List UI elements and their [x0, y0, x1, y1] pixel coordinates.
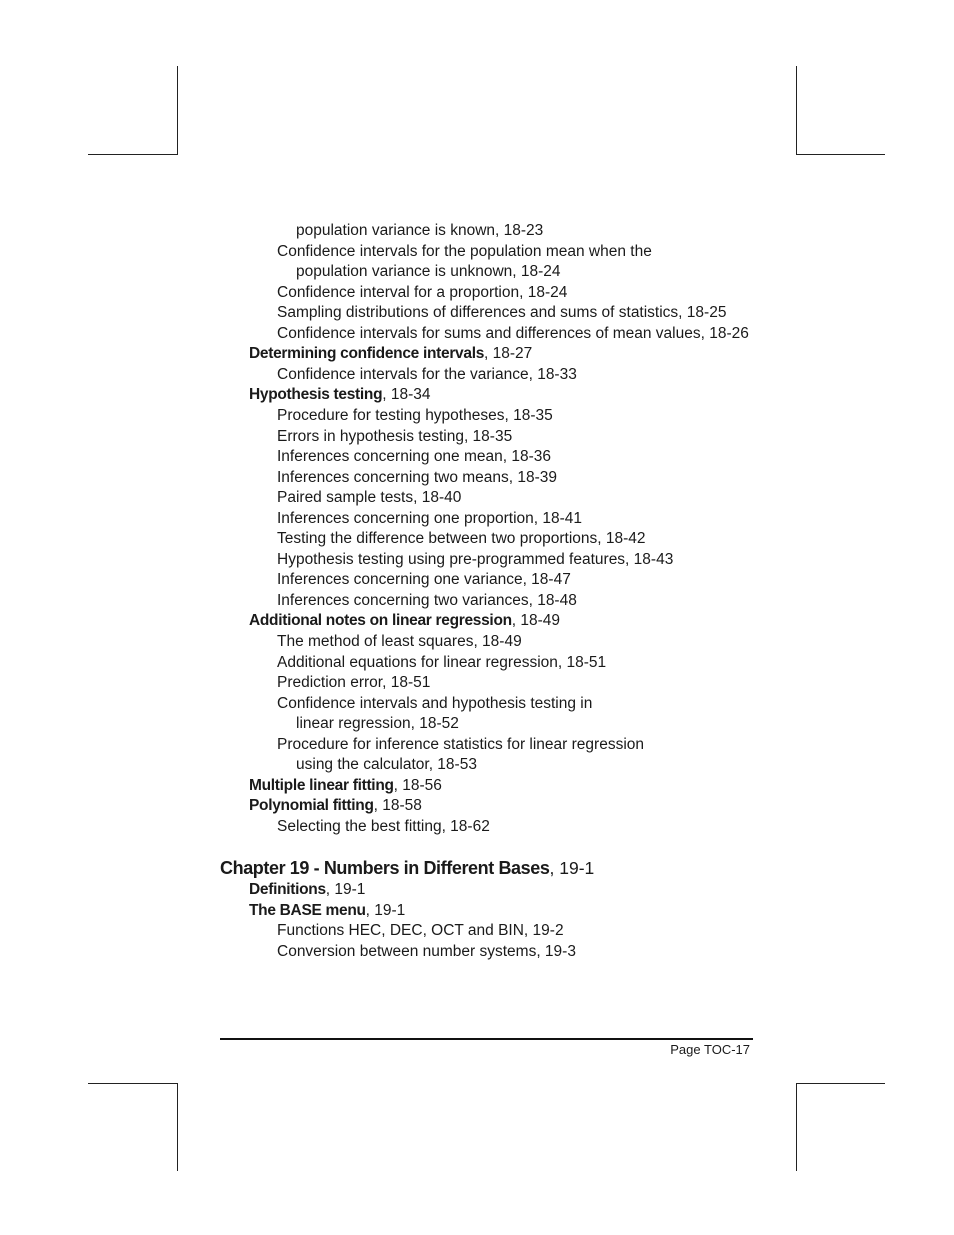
toc-entry	[277, 591, 577, 611]
toc-entry	[277, 324, 749, 344]
toc-entry-text: Selecting the best fitting, 18-62	[277, 817, 490, 835]
toc-entry-title: Determining confidence intervals	[249, 345, 485, 363]
toc-entry-text: , 18-27	[484, 345, 533, 363]
crop-mark-top-right-horizontal	[796, 154, 885, 155]
toc-entry-text: Paired sample tests, 18-40	[277, 489, 462, 507]
toc-entry	[277, 447, 551, 467]
toc-entry-title: Hypothesis testing	[249, 386, 383, 404]
toc-entry	[277, 468, 557, 488]
toc-entry-text: population variance is unknown, 18-24	[296, 263, 561, 281]
toc-entry	[277, 942, 576, 962]
toc-entry	[277, 550, 673, 570]
toc-entry-text: Additional equations for linear regression, 18-51	[277, 653, 607, 671]
toc-entry	[296, 755, 477, 775]
toc-entry	[249, 385, 431, 405]
toc-entry	[277, 673, 430, 693]
toc-entry	[296, 714, 459, 734]
toc-entry-text: Confidence intervals for the population mean when the	[277, 242, 652, 260]
toc-entry-text: Procedure for inference statistics for linear regression	[277, 735, 644, 753]
toc-entry-text: , 19-1	[365, 901, 406, 919]
toc-entry-text: Sampling distributions of differences and sums of statistics, 18-25	[277, 304, 727, 322]
toc-entry-text: , 18-58	[373, 797, 422, 815]
toc-entry-title: Additional notes on linear regression	[249, 612, 512, 630]
toc-entry	[277, 283, 567, 303]
toc-entry	[249, 901, 405, 921]
toc-entry	[277, 406, 553, 426]
toc-entry	[249, 344, 532, 364]
toc-entry	[277, 303, 726, 323]
toc-entry	[277, 242, 652, 262]
toc-entry-text: Conversion between number systems, 19-3	[277, 942, 576, 960]
toc-entry-text: Hypothesis testing using pre-programmed features, 18-43	[277, 550, 674, 568]
footer-rule	[220, 1038, 753, 1040]
toc-entry	[249, 776, 442, 796]
crop-mark-bottom-left-horizontal	[88, 1083, 177, 1084]
toc-entry-text: Confidence intervals for sums and differences of mean values, 18-26	[277, 324, 749, 342]
crop-mark-bottom-left-vertical	[177, 1083, 178, 1171]
toc-entry	[277, 529, 646, 549]
toc-entry	[296, 262, 561, 282]
toc-entry	[277, 365, 577, 385]
toc-entry-text: Prediction error, 18-51	[277, 674, 431, 692]
toc-entry-text: Errors in hypothesis testing, 18-35	[277, 427, 513, 445]
toc-entry-text: , 19-1	[549, 857, 595, 878]
toc-entry	[296, 221, 543, 241]
toc-entry	[277, 509, 582, 529]
crop-mark-top-left-horizontal	[88, 154, 177, 155]
toc-entry-text: Testing the difference between two proportions, 18-42	[277, 530, 646, 548]
chapter-heading	[220, 858, 594, 878]
toc-entry-text: Inferences concerning two means, 18-39	[277, 468, 558, 486]
toc-entry-text: population variance is known, 18-23	[296, 222, 544, 239]
toc-entry-text: Confidence intervals and hypothesis testing in	[277, 694, 593, 712]
toc-entry-text: Inferences concerning two variances, 18-48	[277, 591, 577, 609]
toc-entry-text: linear regression, 18-52	[296, 715, 459, 733]
page-number: Page TOC-17	[670, 1042, 750, 1057]
toc-entry-text: Inferences concerning one variance, 18-47	[277, 571, 571, 589]
toc-entry-title: Chapter 19 - Numbers in Different Bases	[220, 857, 550, 878]
toc-entry	[277, 694, 592, 714]
crop-mark-bottom-right-vertical	[796, 1083, 797, 1171]
toc-entry-text: Inferences concerning one proportion, 18-41	[277, 509, 583, 527]
toc-entry	[277, 653, 606, 673]
toc-entry-text: Procedure for testing hypotheses, 18-35	[277, 406, 553, 424]
toc-entry-text: using the calculator, 18-53	[296, 756, 477, 774]
toc-entry-title: Definitions	[249, 881, 326, 899]
toc-entry-text: , 18-56	[393, 776, 442, 794]
toc-entry	[277, 817, 490, 837]
crop-mark-top-right-vertical	[796, 66, 797, 155]
toc-entry	[277, 735, 644, 755]
toc-entry-text: Confidence intervals for the variance, 18-33	[277, 365, 577, 383]
toc-entry-title: Polynomial fitting	[249, 797, 374, 815]
toc-entry	[277, 570, 571, 590]
toc-entry-text: , 18-49	[511, 612, 561, 630]
crop-mark-top-left-vertical	[177, 66, 178, 155]
toc-entry	[249, 611, 560, 631]
toc-entry	[249, 796, 422, 816]
toc-entry-text: Confidence interval for a proportion, 18-24	[277, 283, 568, 301]
toc-entry-text: Inferences concerning one mean, 18-36	[277, 448, 552, 466]
toc-entry-title: The BASE menu	[249, 901, 366, 919]
toc-entry-text: Functions HEC, DEC, OCT and BIN, 19-2	[277, 922, 564, 940]
crop-mark-bottom-right-horizontal	[796, 1083, 885, 1084]
toc-entry	[277, 427, 512, 447]
toc-entry-text: , 19-1	[325, 881, 366, 899]
toc-entry	[277, 921, 564, 941]
toc-entry	[249, 880, 365, 900]
toc-entry-title: Multiple linear fitting	[249, 776, 394, 794]
toc-entry-text: The method of least squares, 18-49	[277, 633, 522, 650]
toc-entry-text: , 18-34	[382, 386, 431, 404]
toc-entry	[277, 632, 522, 652]
toc-entry	[277, 488, 461, 508]
